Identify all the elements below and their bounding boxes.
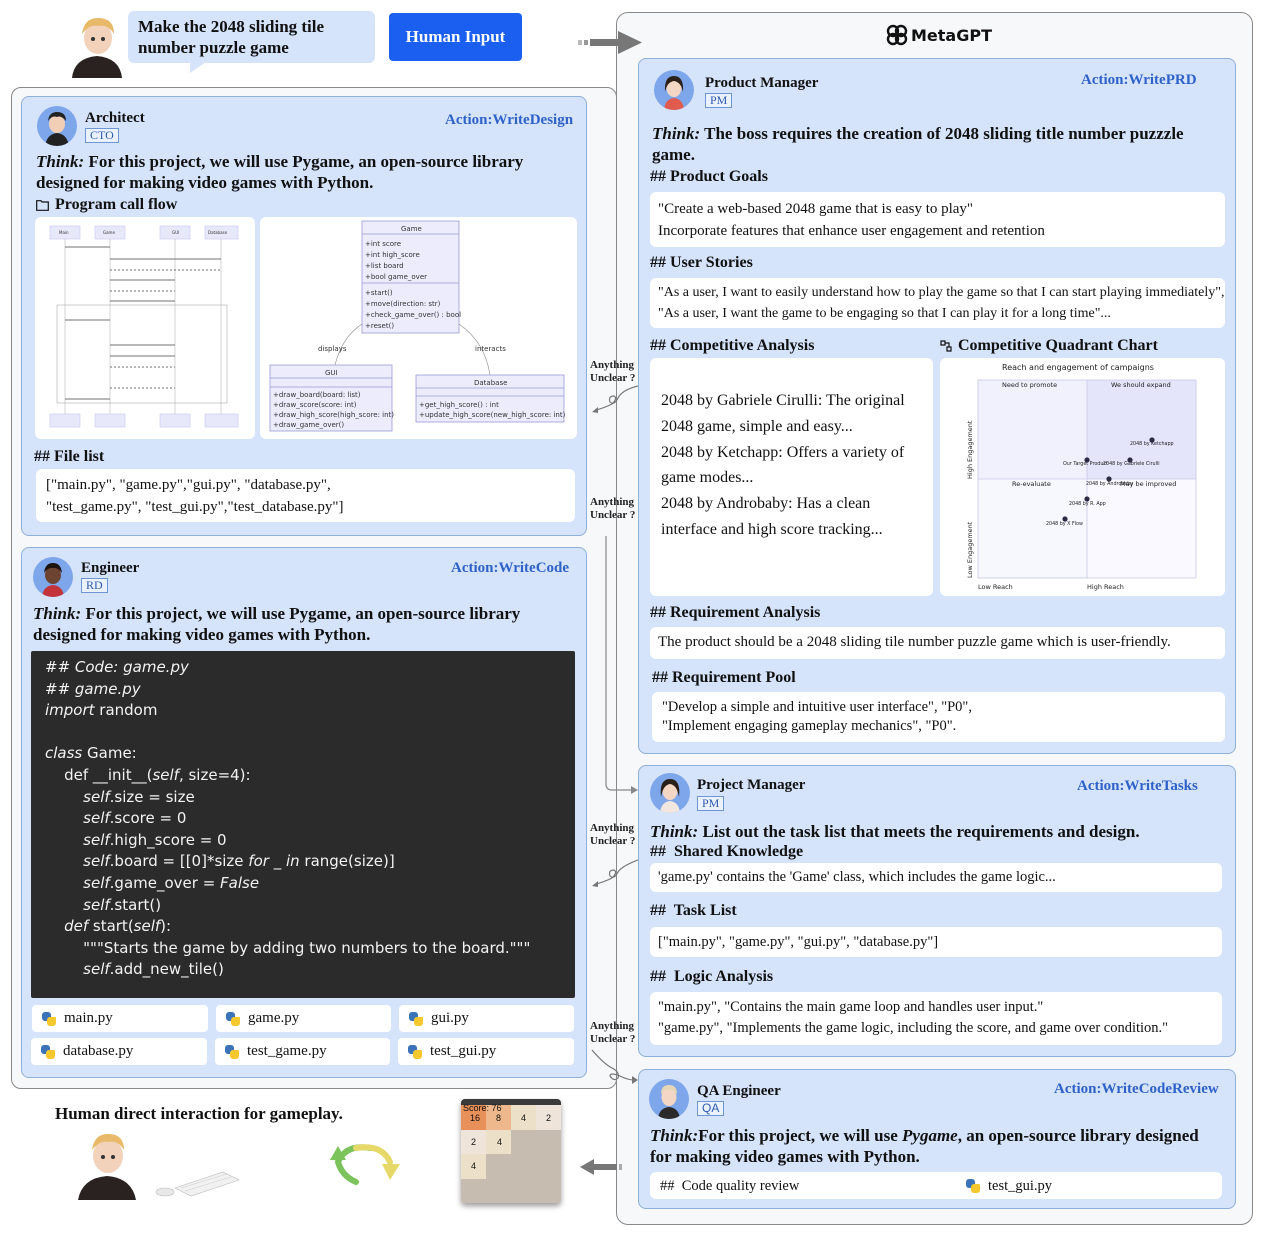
- svg-text:We should expand: We should expand: [1111, 381, 1171, 389]
- requirement-pool-box: "Develop a simple and intuitive user interface", "P0", "Implement engaging gameplay mechanics", "P0".: [652, 692, 1225, 742]
- architect-think: Think: For this project, we will use Pygame, an open-source library designed for making video games with Python.: [36, 152, 524, 192]
- svg-text:Game: Game: [103, 230, 115, 235]
- svg-text:2048 by Androbaby: 2048 by Androbaby: [1086, 482, 1134, 487]
- anything-unclear-label-1: Anything Unclear ?: [590, 359, 636, 384]
- svg-text:GUI: GUI: [172, 230, 180, 235]
- metagpt-logo: MetaGPT: [886, 24, 992, 46]
- class-game-title: Game: [401, 225, 422, 233]
- competitive-analysis-title: ## Competitive Analysis: [650, 337, 815, 354]
- requirement-analysis-box: The product should be a 2048 sliding tile number puzzle game which is user-friendly.: [650, 627, 1225, 659]
- output-arrow-icon: [578, 1157, 626, 1182]
- svg-text:2048 by R. App: 2048 by R. App: [1069, 502, 1106, 507]
- competitive-analysis-box: 2048 by Gabriele Cirulli: The original 2048 game, simple and easy... 2048 by Ketchapp: Offers a variety of game modes... 2048 by Androbaby: Has a clean interface and high score tracking...: [650, 358, 933, 596]
- svg-text:Low Engagement: Low Engagement: [966, 521, 974, 578]
- human-player-avatar: [76, 1128, 138, 1200]
- feedback-arrow-icon: [590, 1048, 640, 1093]
- svg-text:Database: Database: [208, 230, 228, 235]
- svg-text:High Engagement: High Engagement: [966, 420, 974, 479]
- engineer-action: Action:WriteCode: [451, 560, 570, 576]
- code-review-box: ## Code quality review test_gui.py: [650, 1172, 1222, 1199]
- project-manager-action: Action:WriteTasks: [1077, 778, 1198, 794]
- bubble-tail: [190, 62, 206, 73]
- svg-text:+get_high_score() : int: +get_high_score() : int: [419, 401, 499, 409]
- architect-name: Architect: [85, 110, 145, 126]
- svg-text:Need to promote: Need to promote: [1002, 381, 1058, 389]
- architect-avatar: [37, 106, 77, 146]
- prompt-bubble: [128, 11, 375, 63]
- task-list-title: ## Task List: [650, 902, 737, 919]
- file-chip-game[interactable]: game.py: [216, 1005, 391, 1032]
- svg-text:Database: Database: [474, 379, 508, 387]
- code-block: ## Code: game.py ## game.py import random class Game: def __init__(self, size=4): self.size = size self.score = 0 self.high_score = 0 self.board = [[0]*size for _ in range(size)] self.game_over = False self.start() def start(self): """Starts the game by adding two numbers to the board.""" self.add_new_tile(): [31, 651, 575, 998]
- human-avatar: [68, 12, 126, 78]
- logic-analysis-box: "main.py", "Contains the main game loop and handles user input." "game.py", "Implements the game logic, including the score, and game over condition.": [650, 992, 1222, 1045]
- engineer-name: Engineer: [81, 560, 140, 576]
- qa-engineer-action: Action:WriteCodeReview: [1054, 1081, 1219, 1097]
- project-manager-name: Project Manager: [697, 777, 806, 793]
- product-goals-title: ## Product Goals: [650, 168, 768, 185]
- anything-unclear-label-3: Anything Unclear ?: [590, 822, 636, 847]
- architect-badge: CTO: [85, 128, 119, 143]
- svg-text:+update_high_score(new_high_sc: +update_high_score(new_high_score: int): [419, 411, 566, 419]
- svg-text:+check_game_over() : bool: +check_game_over() : bool: [365, 311, 462, 319]
- svg-text:2048 by Gabriele Cirulli: 2048 by Gabriele Cirulli: [1103, 462, 1160, 467]
- class-diagram: [260, 217, 577, 439]
- human-input-button[interactable]: Human Input: [389, 13, 522, 61]
- python-icon: [408, 1045, 422, 1059]
- product-manager-badge: PM: [705, 93, 732, 108]
- svg-text:+draw_high_score(high_score: i: +draw_high_score(high_score: int): [273, 411, 395, 419]
- qa-engineer-think: Think:For this project, we will use Pygame, an open-source library designed for making video games with Python.: [650, 1126, 1199, 1166]
- svg-text:displays: displays: [318, 345, 347, 353]
- file-chip-gui[interactable]: gui.py: [399, 1005, 574, 1032]
- quadrant-chart-icon: [940, 340, 952, 352]
- svg-text:interacts: interacts: [475, 345, 506, 353]
- review-file[interactable]: test_gui.py: [966, 1175, 1052, 1197]
- feedback-arrow-icon: [588, 382, 640, 421]
- python-icon: [42, 1012, 56, 1026]
- qa-engineer-badge: QA: [697, 1101, 724, 1116]
- requirement-pool-title: ## Requirement Pool: [652, 669, 796, 686]
- project-manager-avatar: [650, 773, 690, 813]
- svg-text:+int score: +int score: [365, 240, 402, 248]
- task-list-box: ["main.py", "game.py", "gui.py", "database.py"]: [650, 927, 1222, 957]
- svg-text:Low Reach: Low Reach: [978, 583, 1013, 591]
- python-icon: [41, 1045, 55, 1059]
- svg-text:+int high_score: +int high_score: [365, 251, 420, 259]
- product-manager-avatar: [654, 70, 694, 110]
- qa-engineer-avatar: [649, 1079, 689, 1119]
- metagpt-logo-icon: [886, 24, 908, 46]
- chart-title: Reach and engagement of campaigns: [1002, 363, 1154, 372]
- gameplay-title: Human direct interaction for gameplay.: [55, 1104, 343, 1123]
- product-manager-action: Action:WritePRD: [1081, 72, 1197, 88]
- competitive-quadrant-chart: [940, 358, 1225, 596]
- project-manager-badge: PM: [697, 796, 724, 811]
- svg-text:+draw_score(score: int): +draw_score(score: int): [273, 401, 357, 409]
- file-chip-test-gui[interactable]: test_gui.py: [398, 1038, 574, 1065]
- input-arrow-icon: [578, 30, 644, 61]
- svg-text:+draw_game_over(): +draw_game_over(): [273, 421, 345, 429]
- user-stories-box: "As a user, I want to easily understand how to play the game so that I can start playing immediately", "As a user, I want the game to be engaging so that I can play it for a long time"...: [650, 278, 1225, 328]
- python-icon: [225, 1045, 239, 1059]
- anything-unclear-label-4: Anything Unclear ?: [590, 1020, 636, 1045]
- file-chip-test-game[interactable]: test_game.py: [215, 1038, 390, 1065]
- anything-unclear-label-2: Anything Unclear ?: [590, 496, 636, 521]
- engineer-avatar: [33, 557, 73, 597]
- engineer-think: Think: For this project, we will use Pygame, an open-source library designed for making video games with Python.: [33, 604, 521, 644]
- sequence-diagram: [35, 217, 255, 439]
- svg-text:2048 by X Flow: 2048 by X Flow: [1046, 522, 1083, 527]
- python-icon: [966, 1179, 980, 1193]
- shared-knowledge-title: ## Shared Knowledge: [650, 843, 804, 860]
- svg-text:GUI: GUI: [325, 369, 338, 377]
- quadrant-chart-title: Competitive Quadrant Chart: [940, 337, 1158, 355]
- file-chip-main[interactable]: main.py: [32, 1005, 208, 1032]
- svg-text:High Reach: High Reach: [1087, 583, 1124, 591]
- product-goals-box: "Create a web-based 2048 game that is easy to play" Incorporate features that enhance user engagement and retention: [650, 192, 1225, 247]
- project-manager-think: Think: List out the task list that meets the requirements and design.: [650, 822, 1140, 841]
- prompt-text: Make the 2048 sliding tile number puzzle game: [138, 17, 325, 57]
- svg-text:Main: Main: [59, 230, 69, 235]
- product-manager-name: Product Manager: [705, 75, 819, 91]
- logic-analysis-title: ## Logic Analysis: [650, 968, 774, 985]
- file-chip-database[interactable]: database.py: [31, 1038, 207, 1065]
- qa-engineer-name: QA Engineer: [697, 1083, 781, 1099]
- product-manager-think: Think: The boss requires the creation of 2048 sliding title number puzzzle game.: [652, 124, 1184, 164]
- game-2048-window[interactable]: Score: 76 16 8 4 2 2 4 4: [461, 1099, 561, 1203]
- user-stories-title: ## User Stories: [650, 254, 753, 271]
- program-call-flow-title: Program call flow: [36, 196, 177, 214]
- svg-text:May be improved: May be improved: [1120, 480, 1177, 488]
- svg-text:+bool game_over: +bool game_over: [365, 273, 428, 281]
- svg-text:+move(direction: str): +move(direction: str): [365, 300, 441, 308]
- interaction-cycle-icon: [326, 1140, 402, 1191]
- flow-connector: [598, 536, 640, 796]
- folder-icon: [36, 200, 49, 211]
- python-icon: [226, 1012, 240, 1026]
- requirement-analysis-title: ## Requirement Analysis: [650, 604, 821, 621]
- svg-text:+list board: +list board: [365, 262, 404, 270]
- architect-action: Action:WriteDesign: [445, 112, 574, 128]
- svg-text:+start(): +start(): [365, 289, 393, 297]
- file-list-title: ## File list: [34, 448, 105, 465]
- svg-text:Our Target Product: Our Target Product: [1063, 462, 1108, 467]
- game-score: Score: 76: [463, 1103, 502, 1113]
- svg-text:+draw_board(board: list): +draw_board(board: list): [273, 391, 361, 399]
- svg-text:Re-evaluate: Re-evaluate: [1012, 480, 1051, 488]
- feedback-arrow-icon: [588, 856, 640, 895]
- file-list-box: ["main.py", "game.py","gui.py", "database.py", "test_game.py", "test_gui.py","test_database.py"]: [36, 469, 575, 522]
- svg-text:+reset(): +reset(): [365, 322, 395, 330]
- keyboard-mouse-icon: [153, 1168, 243, 1205]
- svg-text:2048 by Ketchapp: 2048 by Ketchapp: [1130, 442, 1174, 447]
- python-icon: [409, 1012, 423, 1026]
- shared-knowledge-box: 'game.py' contains the 'Game' class, which includes the game logic...: [650, 863, 1222, 892]
- engineer-badge: RD: [81, 578, 108, 593]
